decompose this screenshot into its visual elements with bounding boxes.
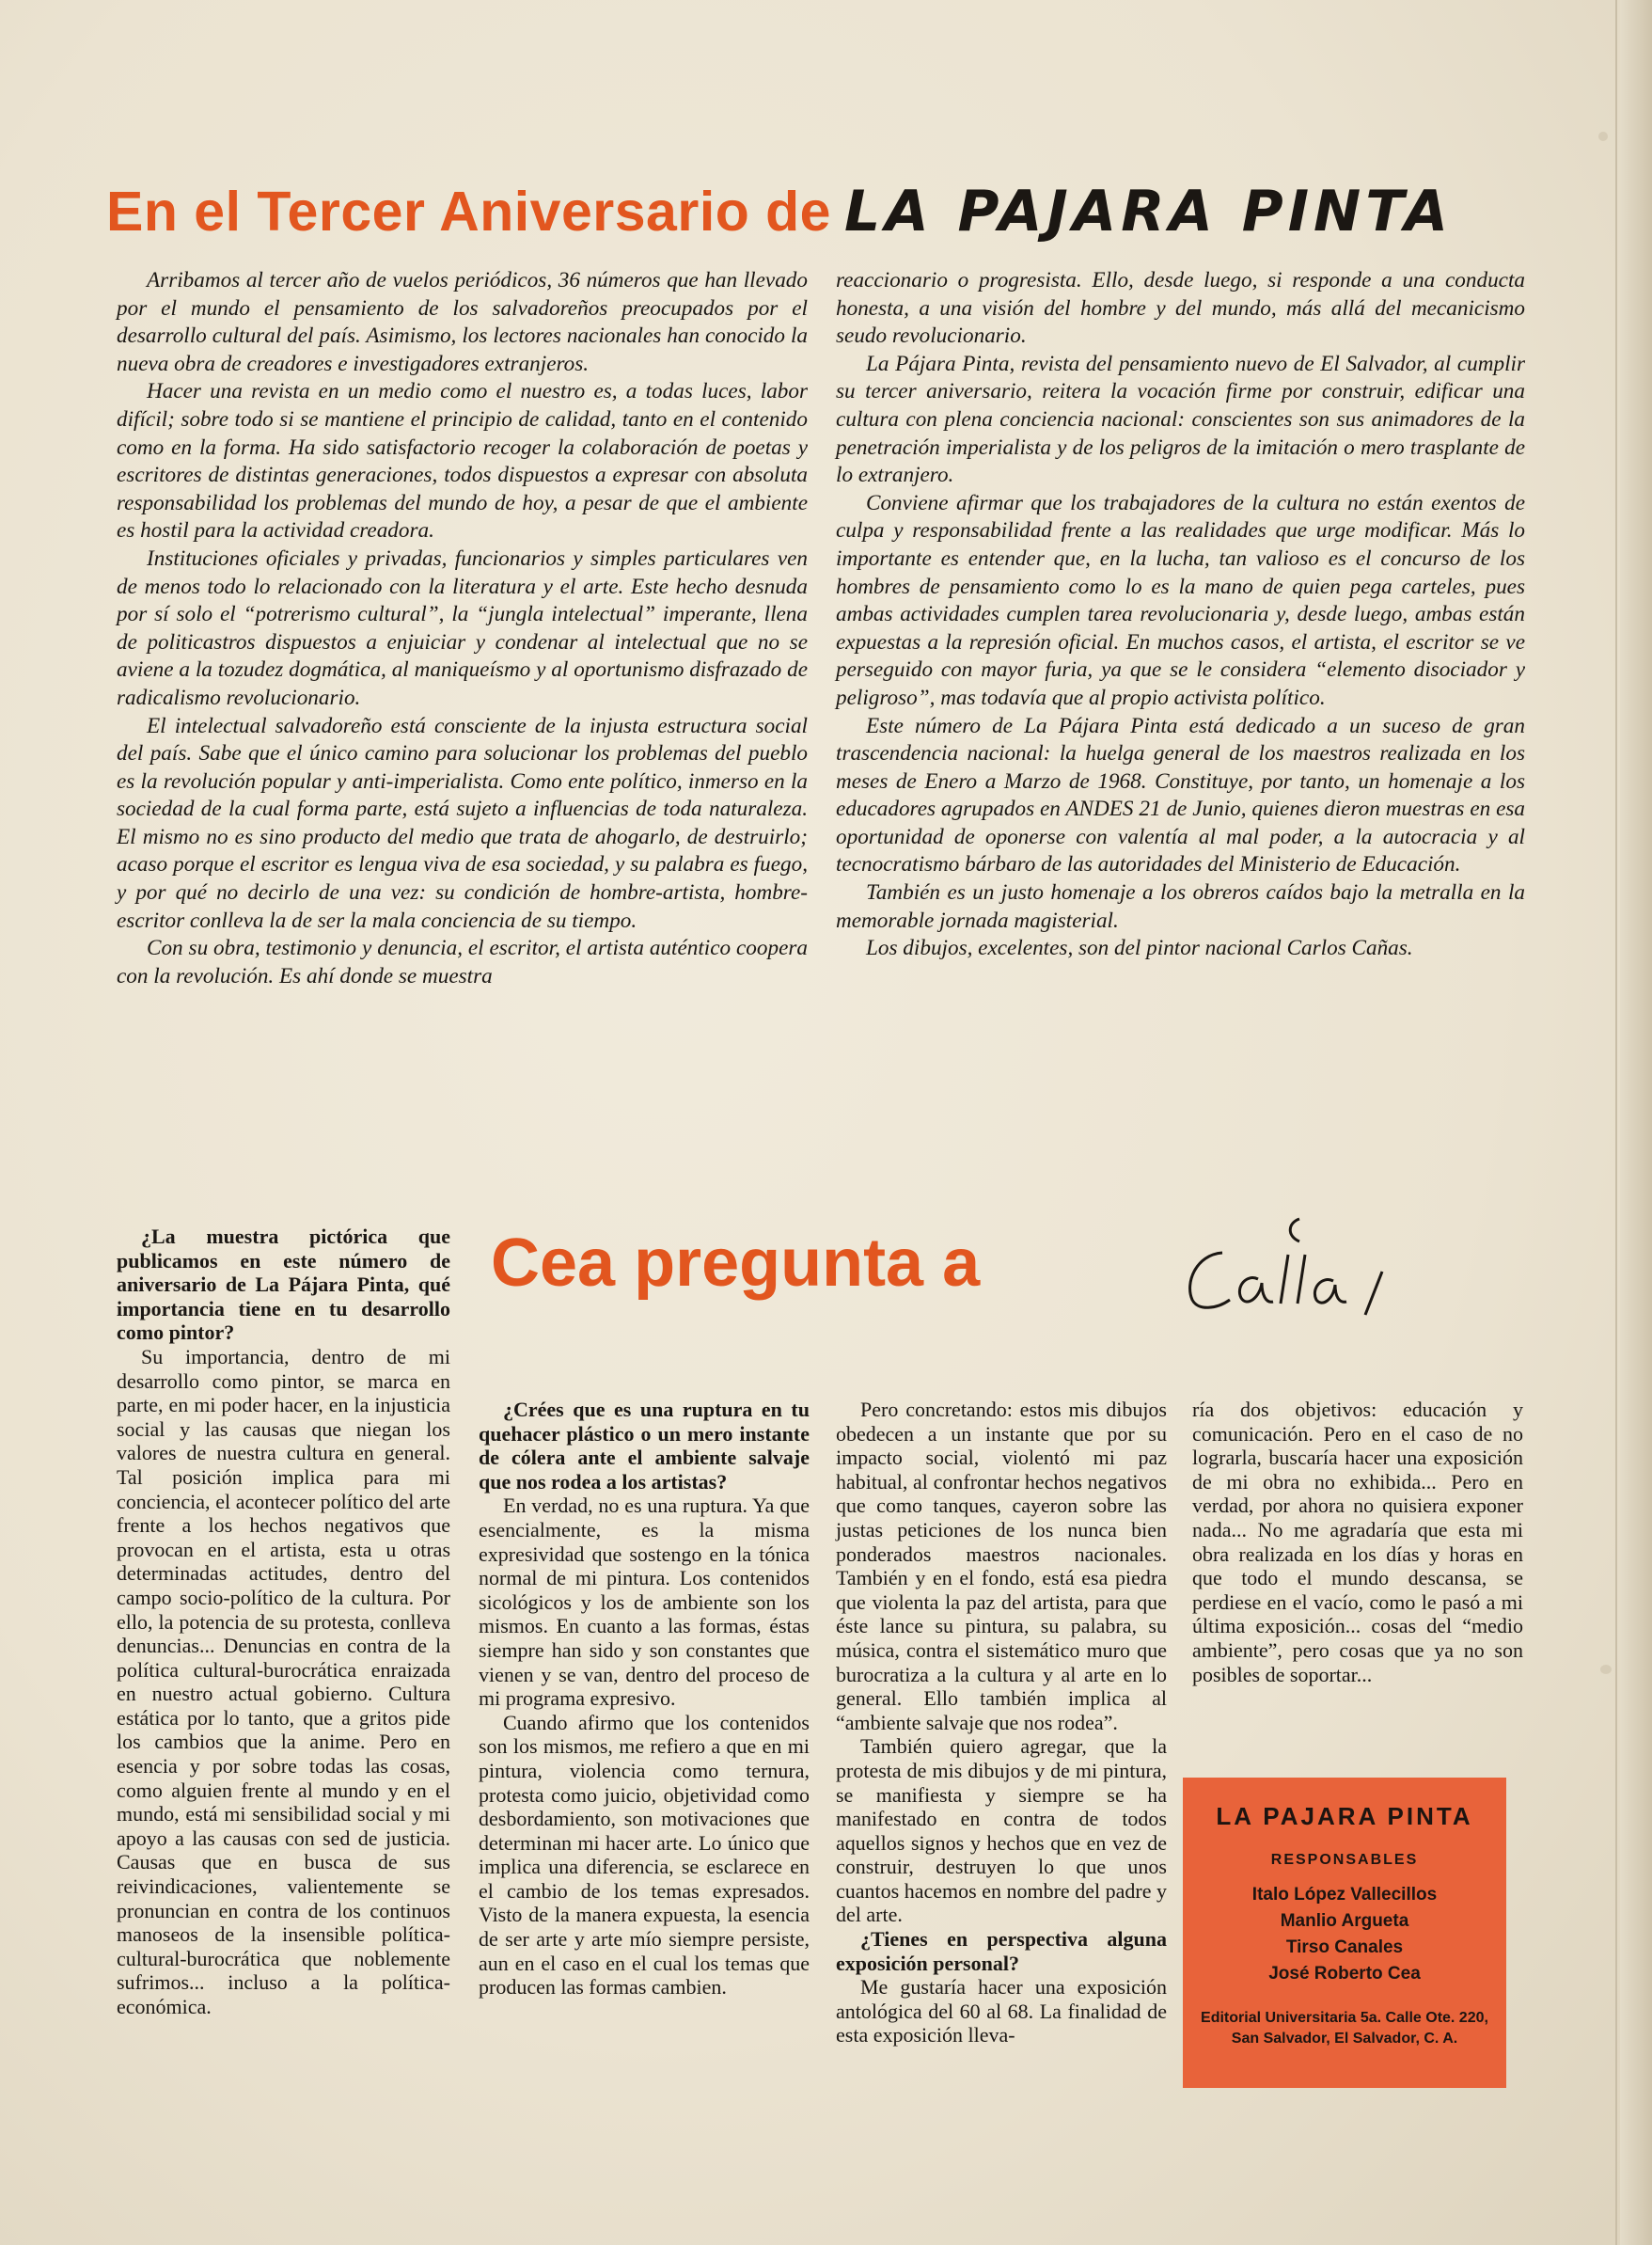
article-title-prefix: En el Tercer Aniversario de — [106, 181, 831, 243]
paragraph: También es un justo homenaje a los obreros caídos bajo la metralla en la memorable jornada magisterial. — [836, 880, 1525, 933]
page-mark — [1600, 1665, 1612, 1674]
page-mark — [1598, 132, 1608, 141]
paragraph: reaccionario o progresista. Ello, desde luego, si responde a una conducta honesta, a una visión del hombre y del mundo, más allá del mecanicismo seudo revolucionario. — [836, 268, 1525, 349]
interview-title-text: Cea pregunta a — [491, 1225, 981, 1301]
paragraph: También quiero agregar, que la protesta de mis dibujos y de mi pintura, se manifiesta y siempre se ha manifestado en contra de todos aquellos signos y hechos que en vez de construir, destruyen lo que unos cuantos hacemos en nombre del padre y del arte. — [836, 1734, 1167, 1927]
interview-column-2 — [479, 1398, 810, 2000]
page-edge — [1620, 0, 1652, 2245]
masthead-name: Italo López Vallecillos — [1251, 1885, 1438, 1905]
paragraph: ría dos objetivos: educación y comunicación. Pero en el caso de no lograrla, buscaría hacer una exposición de mi obra no exhibida... Pero en verdad, por ahora no quisiera exponer nada... No me agradaría que esta mi obra realizada en los días y horas en que todo el mundo descansa, se perdiese en el vacío, como le pasó a mi última exposición... cosas del “medio ambiente”, pero cosas que ya no son posibles de soportar... — [1192, 1398, 1523, 1686]
paragraph: Los dibujos, excelentes, son del pintor nacional Carlos Cañas. — [866, 936, 1413, 961]
paragraph: Cuando afirmo que los contenidos son los mismos, me refiero a que en mi pintura, violencia como ternura, protesta como juicio, objetividad como desbordamiento, son motivaciones que determinan mi hacer arte. Lo único que implica una diferencia, se esclarece en el cambio de los temas expresados. Visto de la manera expuesta, la esencia de ser arte y arte mío siempre persiste, aun en el caso en el cual los temas que producen las formas cambien. — [479, 1710, 810, 2000]
paragraph: Con su obra, testimonio y denuncia, el escritor, el artista auténtico coopera con la revolución. Es ahí donde se muestra — [117, 936, 808, 988]
masthead-name: Manlio Argueta — [1280, 1911, 1409, 1931]
paragraph: Arribamos al tercer año de vuelos periódicos, 36 números que han llevado por el mundo el pensamiento de los salvadoreños preocupados por el desarrollo cultural del país. Asimismo, los lectores nacionales han conocido la nueva obra de creadores e investigadores extranjeros. — [117, 268, 808, 376]
paragraph: Este número de La Pájara Pinta está dedicado a un suceso de gran trascendencia nacional: la huelga general de los maestros realizada en los meses de Enero a Marzo de 1968. Constituye, por tanto, un homenaje a los educadores agrupados en ANDES 21 de Junio, quienes dieron muestras en esa oportunidad de oponerse con valentía al mal poder, a la autocracia y al tecnocratismo bárbaro de las autoridades del Ministerio de Educación. — [836, 713, 1525, 877]
masthead-title: LA PAJARA PINTA — [1216, 1802, 1473, 1830]
interview-question: ¿La muestra pictórica que publicamos en este número de aniversario de La Pájara Pinta, qué importancia tiene en tu desarrollo como pintor? — [117, 1225, 450, 1345]
interview-column-3 — [836, 1398, 1167, 2047]
paragraph: Hacer una revista en un medio como el nuestro es, a todas luces, labor difícil; sobre todo si se mantiene el principio de calidad, tanto en el contenido como en la forma. Ha sido satisfactorio recoger la colaboración de poetas y escritores de distintas generaciones, todos dispuestos a expresar con absoluta responsabilidad los problemas del mundo de hoy, a pesar de que el ambiente es hostil para la actividad creadora. — [117, 379, 808, 544]
masthead-names — [1183, 1882, 1506, 1987]
article-title — [106, 179, 1460, 250]
paragraph: Me gustaría hacer una exposición antológica del 60 al 68. La finalidad de esta exposición lleva- — [836, 1975, 1167, 2047]
editorial-column-left — [117, 267, 808, 990]
canas-signature — [1168, 1217, 1412, 1320]
paragraph: La Pájara Pinta, revista del pensamiento nuevo de El Salvador, al cumplir su tercer aniversario, reitera la vocación firme por construir, edificar una cultura con plena conciencia nacional: conscientes son sus animadores de la penetración imperialista y de los peligros de la imitación o mero trasplante de lo extranjero. — [836, 351, 1525, 488]
paragraph: En verdad, no es una ruptura. Ya que esencialmente, es la misma expresividad que sostengo en la tónica normal de mi pintura. Los contenidos sicológicos y los de ambiente son los mismos. En cuanto a las formas, éstas siempre han sido y son constantes que vienen y se van, dentro del proceso de mi programa expresivo. — [479, 1494, 810, 1711]
interview-title — [491, 1225, 1140, 1319]
masthead-subtitle: RESPONSABLES — [1270, 1852, 1419, 1868]
masthead-name: Tirso Canales — [1285, 1937, 1404, 1957]
masthead-box — [1183, 1778, 1506, 2088]
paragraph: El intelectual salvadoreño está consciente de la injusta estructura social del país. Sabe que el único camino para solucionar los problemas del pueblo es la revolución popular y anti-imperialista. Como ente político, inmerso en la sociedad de la cual forma parte, está sujeto a influencias de toda naturaleza. El mismo no es sino producto del medio que trata de ahogarlo, de destruirlo; acaso porque el escritor es lengua viva de esa sociedad, y su palabra es fuego, y por qué no decirlo de una vez: su condición de hombre-artista, hombre-escritor conlleva la de ser la mala conciencia de su tiempo. — [117, 713, 808, 933]
interview-question: ¿Tienes en perspectiva alguna exposición personal? — [836, 1927, 1167, 1975]
masthead-publisher: Editorial Universitaria 5a. Calle Ote. 220, San Salvador, El Salvador, C. A. — [1201, 2010, 1488, 2047]
paragraph: Conviene afirmar que los trabajadores de la cultura no están exentos de culpa y responsabilidad frente a las realidades que urge modificar. Más lo importante es entender que, en la lucha, tan valioso es el concurso de los hombres de pensamiento como lo es la mano de quien pega carteles, pues ambas actividades cumplen tarea revolucionaria y, desde luego, ambas están expuestas a la represión oficial. En muchos casos, el artista, el escritor se ve perseguido con mayor furia, ya que se le considera “elemento disociador y peligroso”, mas todavía que al propio activista político. — [836, 490, 1525, 710]
paragraph: Su importancia, dentro de mi desarrollo como pintor, se marca en parte, en mi poder hacer, en la injusticia social y las causas que niegan los valores de nuestra cultura en general. Tal posición implica para mi conciencia, el acontecer político del arte frente a los hechos negativos que provocan en el artista, esta u otras determinadas actitudes, dentro del campo socio-político de la cultura. Por ello, la potencia de su protesta, conlleva denuncias... Denuncias en contra de la política cultural-burocrática enraizada en nuestro actual gobierno. Cultura estática por lo tanto, que a gritos pide los cambios que la anime. Pero en esencia y por sobre todas las cosas, como alguien frente al mundo y en el mundo, está mi sensibilidad social y mi apoyo a las causas con sed de justicia. Causas que en busca de sus reivindicaciones, valientemente se pronuncian en contra de los continuos manoseos de la insensible política-cultural-burocrática que noblemente sufrimos... incluso a la política-económica. — [117, 1344, 450, 2018]
interview-column-4 — [1192, 1398, 1523, 1686]
page-fold — [1615, 0, 1617, 2245]
paragraph: Pero concretando: estos mis dibujos obedecen a un instante que por su impacto social, violentó mi paz habitual, al confrontar hechos negativos que como tanques, cayeron sobre las justas peticiones de los nunca bien ponderados maestros nacionales. También y en el fondo, está esa piedra que violenta la paz del artista, para que éste lance su pintura, su palabra, su música, contra el sistemático muro que burocratiza a la cultura y al arte en lo general. Ello también implica al “ambiente salvaje que nos rodea”. — [836, 1398, 1167, 1734]
editorial-column-right — [836, 267, 1525, 963]
interview-question: ¿Crées que es una ruptura en tu quehacer plástico o un mero instante de cólera ante el ambiente salvaje que nos rodea a los artistas? — [479, 1398, 810, 1494]
paragraph: Instituciones oficiales y privadas, funcionarios y simples particulares ven de menos todo lo relacionado con la literatura y el arte. Este hecho desnuda por sí solo el “potrerismo cultural”, la “jungla intelectual” imperante, llena de politicastros dispuestos a enjuiciar y condenar al intelectual que no se aviene a la tozudez dogmática, al maniqueísmo y al oportunismo disfrazado de radicalismo revolucionario. — [117, 545, 808, 710]
masthead-name: José Roberto Cea — [1268, 1964, 1421, 1984]
magazine-logo-title: LA PAJARA PINTA — [844, 179, 1453, 245]
interview-column-1 — [117, 1225, 450, 2019]
